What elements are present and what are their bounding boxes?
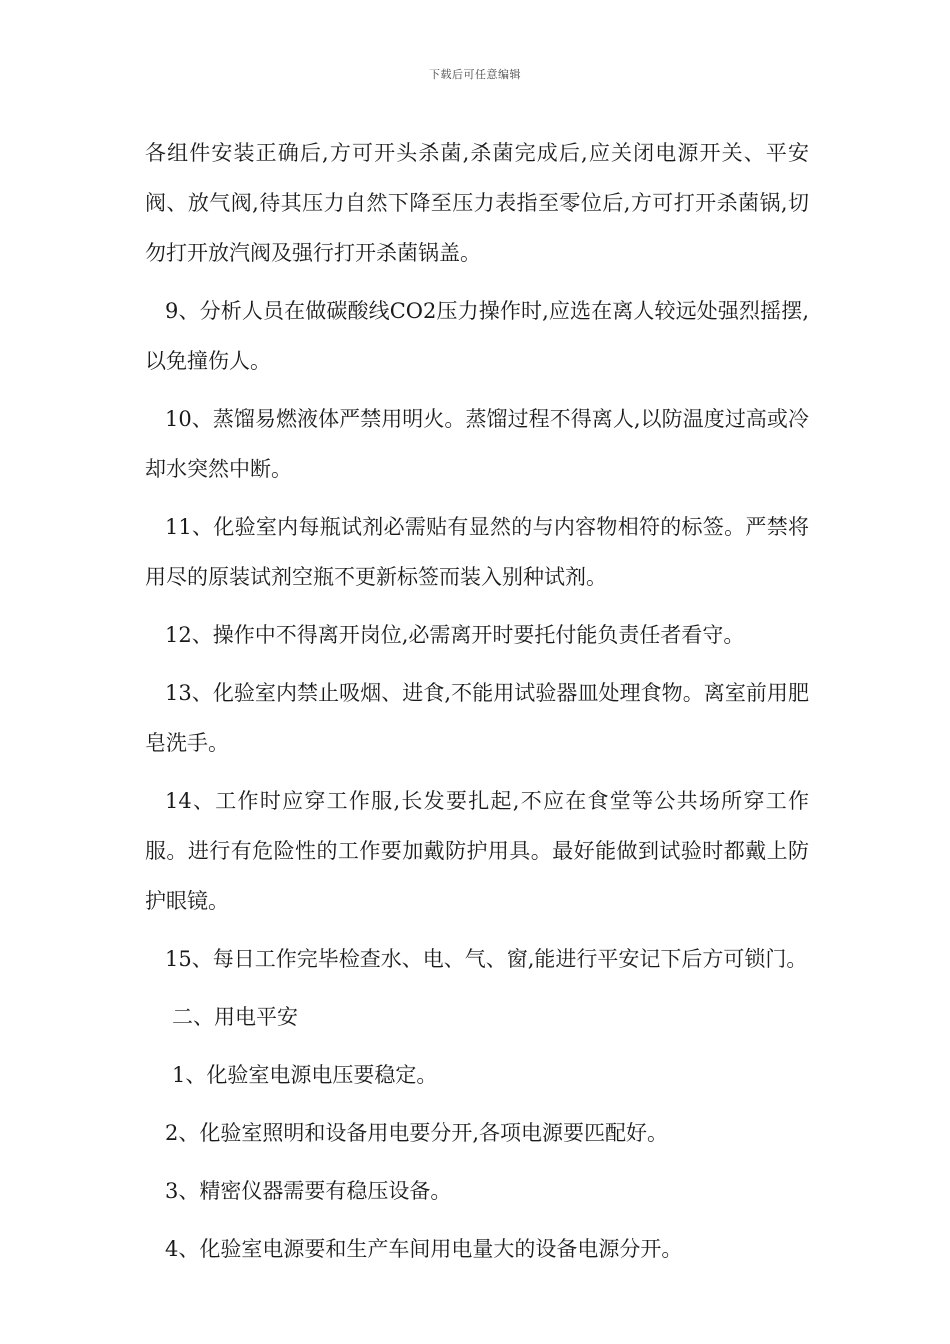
- paragraph-item-13: 13、化验室内禁止吸烟、进食,不能用试验器皿处理食物。离室前用肥皂洗手。: [145, 681, 809, 755]
- paragraph-electrical-item-1: 1、化验室电源电压要稳定。: [172, 1063, 438, 1087]
- paragraph-item-12: 12、操作中不得离开岗位,必需离开时要托付能负责任者看守。: [165, 623, 745, 647]
- paragraph-item-9: 9、分析人员在做碳酸线CO2压力操作时,应选在离人较远处强烈摇摆,以免撞伤人。: [145, 299, 809, 373]
- paragraph-item-15: 15、每日工作完毕检查水、电、气、窗,能进行平安记下后方可锁门。: [165, 947, 808, 971]
- section-heading-electrical-safety: 二、用电平安: [172, 1005, 298, 1029]
- paragraph-electrical-item-4: 4、化验室电源要和生产车间用电量大的设备电源分开。: [165, 1237, 683, 1261]
- page-header: 下载后可任意编辑: [429, 68, 521, 81]
- paragraph-item-11: 11、化验室内每瓶试剂必需贴有显然的与内容物相符的标签。严禁将用尽的原装试剂空瓶不更新标签而装入别种试剂。: [145, 515, 809, 589]
- paragraph-electrical-item-2: 2、化验室照明和设备用电要分开,各项电源要匹配好。: [165, 1121, 669, 1145]
- paragraph-sterilizer: 各组件安装正确后,方可开头杀菌,杀菌完成后,应关闭电源开关、平安阀、放气阀,待其压力自然下降至压力表指至零位后,方可打开杀菌锅,切勿打开放汽阀及强行打开杀菌锅盖。: [145, 141, 809, 265]
- paragraph-item-14: 14、工作时应穿工作服,长发要扎起,不应在食堂等公共场所穿工作服。进行有危险性的工作要加戴防护用具。最好能做到试验时都戴上防护眼镜。: [145, 789, 809, 913]
- document-body: [145, 128, 809, 1282]
- paragraph-item-10: 10、蒸馏易燃液体严禁用明火。蒸馏过程不得离人,以防温度过高或冷却水突然中断。: [145, 407, 809, 481]
- paragraph-electrical-item-3: 3、精密仪器需要有稳压设备。: [165, 1179, 452, 1203]
